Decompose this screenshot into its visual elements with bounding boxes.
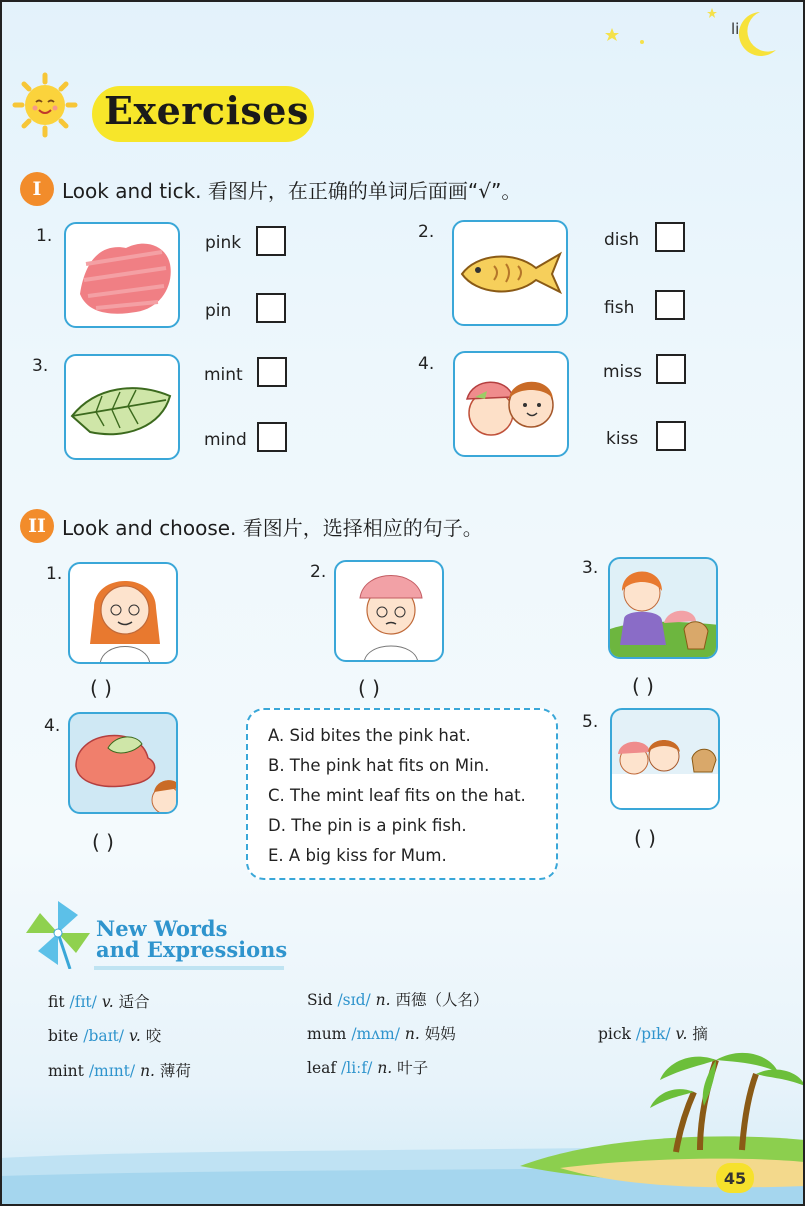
- s1-item-2-option-2: fish: [604, 298, 635, 318]
- s1-item-1-option-1: pink: [205, 233, 242, 253]
- s1-item-1-checkbox-2[interactable]: [256, 293, 286, 323]
- vocab-sid: Sid /sɪd/ n. 西德（人名）: [307, 991, 489, 1009]
- girl-smiling-icon: [70, 564, 178, 664]
- island-scene-icon: [0, 1040, 805, 1206]
- kiss-for-mum-icon: [612, 710, 720, 810]
- s2-item-1-picture: [68, 562, 178, 664]
- s2-item-1-number: 1.: [46, 564, 63, 584]
- s1-item-3-picture: [64, 354, 180, 460]
- s1-item-1-picture: [64, 222, 180, 328]
- s2-item-5-number: 5.: [582, 712, 599, 732]
- choices-box: [246, 708, 558, 880]
- s2-item-2-answer[interactable]: ( ): [358, 676, 380, 700]
- leaf-icon: [66, 356, 180, 460]
- section-1-badge: I: [20, 172, 54, 206]
- s1-item-1-checkbox-1[interactable]: [256, 226, 286, 256]
- section-2-header: [20, 509, 483, 543]
- vocab-mum: mum /mʌm/ n. 妈妈: [307, 1025, 456, 1043]
- s1-item-2-checkbox-2[interactable]: [655, 290, 685, 320]
- s2-item-3-picture: [608, 557, 718, 659]
- choice-c: C. The mint leaf fits on the hat.: [268, 786, 526, 805]
- new-words-title-1: New Words: [96, 916, 228, 941]
- s1-item-2-number: 2.: [418, 222, 435, 242]
- s1-item-3-checkbox-1[interactable]: [257, 357, 287, 387]
- s1-item-4-option-1: miss: [603, 362, 642, 382]
- choice-e: E. A big kiss for Mum.: [268, 846, 447, 865]
- choice-a: A. Sid bites the pink hat.: [268, 726, 471, 745]
- girl-with-dog-icon: [610, 559, 718, 659]
- s1-item-2-picture: [452, 220, 568, 326]
- s2-item-3-answer[interactable]: ( ): [632, 674, 654, 698]
- s1-item-4-number: 4.: [418, 354, 435, 374]
- page-title: Exercises: [104, 88, 309, 133]
- vocab-bite: bite /baɪt/ v. 咬: [48, 1027, 162, 1045]
- s1-item-4-picture: [453, 351, 569, 457]
- girl-in-pink-hat-icon: [336, 562, 444, 662]
- s1-item-4-checkbox-1[interactable]: [656, 354, 686, 384]
- fish-icon: [454, 222, 568, 326]
- section-2-badge: II: [20, 509, 54, 543]
- vocab-mint: mint /mɪnt/ n. 薄荷: [48, 1062, 191, 1080]
- s2-item-5-picture: [610, 708, 720, 810]
- s2-item-1-answer[interactable]: ( ): [90, 676, 112, 700]
- page-number: 45: [716, 1163, 754, 1193]
- s2-item-2-picture: [334, 560, 444, 662]
- s1-item-3-checkbox-2[interactable]: [257, 422, 287, 452]
- choice-d: D. The pin is a pink fish.: [268, 816, 467, 835]
- s1-item-4-checkbox-2[interactable]: [656, 421, 686, 451]
- s2-item-4-picture: [68, 712, 178, 814]
- pink-hat-with-leaf-icon: [70, 714, 178, 814]
- kiss-faces-icon: [455, 353, 569, 457]
- s1-item-1-option-2: pin: [205, 301, 232, 321]
- s1-item-3-option-1: mint: [204, 365, 243, 385]
- s1-item-4-option-2: kiss: [606, 429, 639, 449]
- s2-item-4-answer[interactable]: ( ): [92, 830, 114, 854]
- pink-scribble-icon: [66, 224, 180, 328]
- pinwheel-icon: [22, 897, 94, 969]
- s1-item-2-checkbox-1[interactable]: [655, 222, 685, 252]
- s1-item-3-option-2: mind: [204, 430, 247, 450]
- vocab-leaf: leaf /liːf/ n. 叶子: [307, 1059, 429, 1077]
- choice-b: B. The pink hat fits on Min.: [268, 756, 490, 775]
- sun-icon: [12, 72, 78, 138]
- vocab-pick: pick /pɪk/ v. 摘: [598, 1025, 708, 1043]
- corner-text: li: [731, 20, 740, 38]
- s2-item-4-number: 4.: [44, 716, 61, 736]
- vocab-fit: fit /fɪt/ v. 适合: [48, 993, 150, 1011]
- stars-and-moon-icon: [600, 4, 800, 64]
- section-2-instruction: Look and choose. 看图片，选择相应的句子。: [62, 515, 483, 540]
- s1-item-3-number: 3.: [32, 356, 49, 376]
- section-1-header: [20, 172, 521, 206]
- s2-item-2-number: 2.: [310, 562, 327, 582]
- s2-item-5-answer[interactable]: ( ): [634, 826, 656, 850]
- s2-item-3-number: 3.: [582, 558, 599, 578]
- new-words-title-2: and Expressions: [96, 937, 288, 962]
- s1-item-1-number: 1.: [36, 226, 53, 246]
- new-words-underline: [94, 966, 284, 970]
- section-1-instruction: Look and tick. 看图片，在正确的单词后面画“√”。: [62, 178, 522, 203]
- s1-item-2-option-1: dish: [604, 230, 640, 250]
